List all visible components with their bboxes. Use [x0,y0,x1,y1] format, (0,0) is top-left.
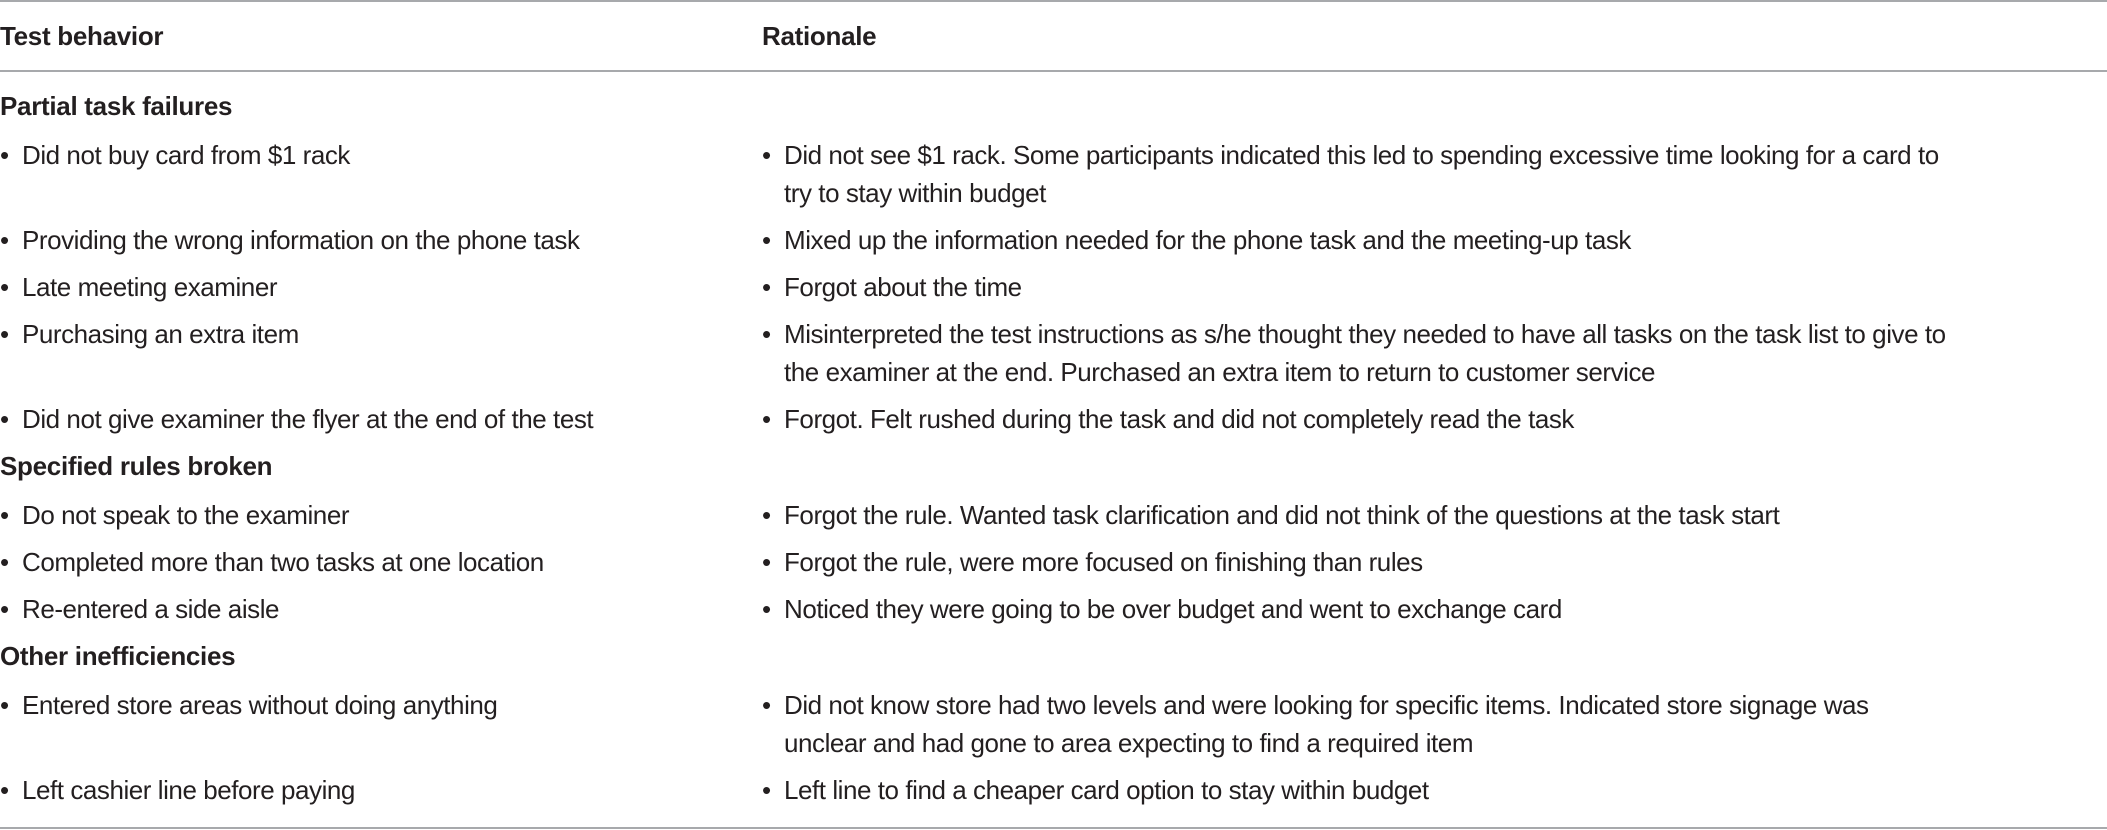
rationale-text: Forgot about the time [784,272,1022,302]
rationale-cell [762,771,2107,809]
bullet-icon: • [762,690,771,720]
table-row [0,771,2107,818]
rationale-cell [762,136,2107,212]
bullet-icon: • [0,775,9,805]
rationale-cell [762,590,2107,628]
test-behavior-text: Late meeting examiner [22,272,278,302]
bullet-icon: • [0,140,9,170]
table-row [0,543,2107,590]
rationale-cell [762,496,2107,534]
bullet-icon: • [0,594,9,624]
bullet-icon: • [762,775,771,805]
test-behavior-text: Left cashier line before paying [22,775,355,805]
test-behavior-cell [0,590,279,628]
table-bottom-rule [0,827,2107,829]
rationale-text: Did not see $1 rack. Some participants indicated this led to spending excessive time looking for a card to [784,140,1939,170]
column-header-rationale: Rationale [762,21,877,51]
test-behavior-text: Completed more than two tasks at one location [22,547,544,577]
bullet-icon: • [762,319,771,349]
rationale-text-continued: the examiner at the end. Purchased an extra item to return to customer service [784,357,1656,387]
test-behavior-cell [0,136,350,174]
bullet-icon: • [762,225,771,255]
rationale-cell [762,221,2107,259]
table-header [0,0,2107,71]
rationale-cell [762,543,2107,581]
bullet-icon: • [0,500,9,530]
column-header-test-behavior: Test behavior [0,21,164,51]
section-heading: Specified rules broken [0,451,273,481]
rationale-text: Did not know store had two levels and were looking for specific items. Indicated store signage was [784,690,1869,720]
table-row [0,686,2107,771]
bullet-icon: • [0,225,9,255]
bullet-icon: • [0,690,9,720]
rationale-text: Noticed they were going to be over budget and went to exchange card [784,594,1562,624]
test-behavior-text: Re-entered a side aisle [22,594,280,624]
bullet-icon: • [762,547,771,577]
bullet-icon: • [0,547,9,577]
rationale-text-continued: unclear and had gone to area expecting to find a required item [784,728,1474,758]
test-behavior-cell [0,221,580,259]
test-behavior-text: Did not buy card from $1 rack [22,140,350,170]
section-heading: Other inefficiencies [0,641,236,671]
test-behavior-text: Providing the wrong information on the phone task [22,225,580,255]
rationale-text: Mixed up the information needed for the phone task and the meeting-up task [784,225,1631,255]
test-behavior-text: Do not speak to the examiner [22,500,350,530]
bullet-icon: • [762,404,771,434]
rationale-cell [762,400,2107,438]
rationale-cell [762,686,2107,762]
bullet-icon: • [762,594,771,624]
rationale-cell [762,315,2107,391]
table-row [0,400,2107,447]
section-heading: Partial task failures [0,91,233,121]
bullet-icon: • [0,404,9,434]
rationale-cell [762,268,2107,306]
rationale-text-continued: try to stay within budget [784,178,1046,208]
table-body [0,87,2107,818]
bullet-icon: • [0,272,9,302]
bullet-icon: • [762,272,771,302]
bullet-icon: • [0,319,9,349]
table-row [0,221,2107,268]
test-behavior-text: Purchasing an extra item [22,319,299,349]
test-behavior-text: Entered store areas without doing anything [22,690,498,720]
bullet-icon: • [762,500,771,530]
test-behavior-cell [0,496,349,534]
bullet-icon: • [762,140,771,170]
test-behavior-cell [0,315,299,353]
rationale-text: Left line to find a cheaper card option to stay within budget [784,775,1429,805]
rationale-text: Misinterpreted the test instructions as s/he thought they needed to have all tasks on the task list to give to [784,319,1946,349]
header-rule [0,70,2107,72]
rationale-text: Forgot. Felt rushed during the task and did not completely read the task [784,404,1574,434]
test-behavior-cell [0,771,355,809]
table-row [0,590,2107,637]
table-row [0,315,2107,400]
test-behavior-cell [0,686,497,724]
test-behavior-text: Did not give examiner the flyer at the end of the test [22,404,594,434]
test-behavior-cell [0,268,277,306]
table-row [0,268,2107,315]
rationale-text: Forgot the rule, were more focused on finishing than rules [784,547,1423,577]
rationale-text: Forgot the rule. Wanted task clarification and did not think of the questions at the task start [784,500,1780,530]
table-row [0,496,2107,543]
test-behavior-cell [0,400,593,438]
test-behavior-cell [0,543,544,581]
table-row [0,136,2107,221]
